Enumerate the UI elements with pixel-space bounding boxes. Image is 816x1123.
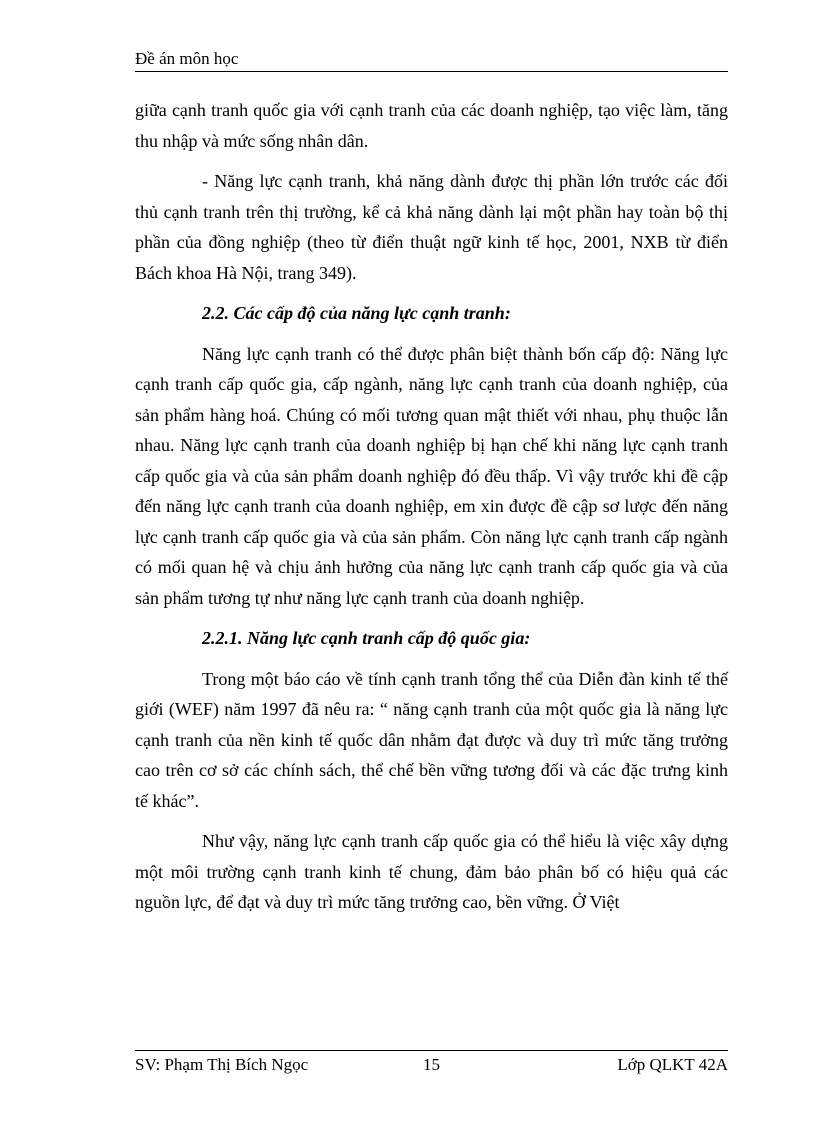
body-paragraph: Năng lực cạnh tranh có thể được phân biệt thành bốn cấp độ: Năng lực cạnh tranh cấp quốc gia, cấp ngành, năng lực cạnh tranh của doanh nghiệp, của sản phẩm hàng hoá. Chúng có mối tương quan mật thiết với nhau, phụ thuộc lẫn nhau. Năng lực cạnh tranh của doanh nghiệp bị hạn chế khi năng lực cạnh tranh cấp quốc gia và của sản phẩm doanh nghiệp đó đều thấp. Vì vậy trước khi đề cập đến năng lực cạnh tranh của doanh nghiệp, em xin được đề cập sơ lược đến năng lực cạnh tranh cấp quốc gia và của sản phẩm. Còn năng lực cạnh tranh cấp ngành có mối quan hệ và chịu ảnh hưởng của năng lực cạnh tranh cấp quốc gia và của sản phẩm tương tự như năng lực cạnh tranh của doanh nghiệp.: [135, 343, 728, 608]
page-body: [135, 95, 728, 928]
page-footer: [135, 1053, 728, 1077]
class-name: Lớp QLKT 42A: [617, 1055, 728, 1074]
student-name: SV: Phạm Thị Bích Ngọc: [135, 1055, 309, 1074]
body-paragraph: - Năng lực cạnh tranh, khả năng dành được thị phần lớn trước các đối thủ cạnh tranh trên thị trường, kể cả khả năng dành lại một phần hay toàn bộ thị phần của đồng nghiệp (theo từ điển thuật ngữ kinh tế học, 2001, NXB từ điển Bách khoa Hà Nội, trang 349).: [135, 171, 728, 283]
header-divider: [135, 71, 728, 72]
body-paragraph: Trong một báo cáo về tính cạnh tranh tổng thể của Diễn đàn kinh tế thế giới (WEF) năm 1997 đã nêu ra: “ năng cạnh tranh của một quốc gia là năng lực cạnh tranh của nền kinh tế quốc dân nhằm đạt được và duy trì mức tăng trưởng cao trên cơ sở các chính sách, thể chế bền vững tương đối và các đặc trưng kinh tế khác”.: [135, 668, 728, 811]
footer-divider: [135, 1050, 728, 1051]
document-title: Đề án môn học: [135, 49, 239, 68]
page-number: 15: [423, 1055, 440, 1074]
body-paragraph: giữa cạnh tranh quốc gia với cạnh tranh của các doanh nghiệp, tạo việc làm, tăng thu nhập và mức sống nhân dân.: [135, 100, 728, 151]
section-heading: 2.2. Các cấp độ của năng lực cạnh tranh:: [202, 303, 511, 323]
subsection-heading: 2.2.1. Năng lực cạnh tranh cấp độ quốc gia:: [202, 628, 531, 648]
page-header: [135, 47, 728, 71]
body-paragraph: Như vậy, năng lực cạnh tranh cấp quốc gia có thể hiểu là việc xây dựng một môi trường cạnh tranh kinh tế chung, đảm bảo phân bố có hiệu quả các nguồn lực, để đạt và duy trì mức tăng trưởng cao, bền vững. Ở Việt: [135, 831, 728, 912]
